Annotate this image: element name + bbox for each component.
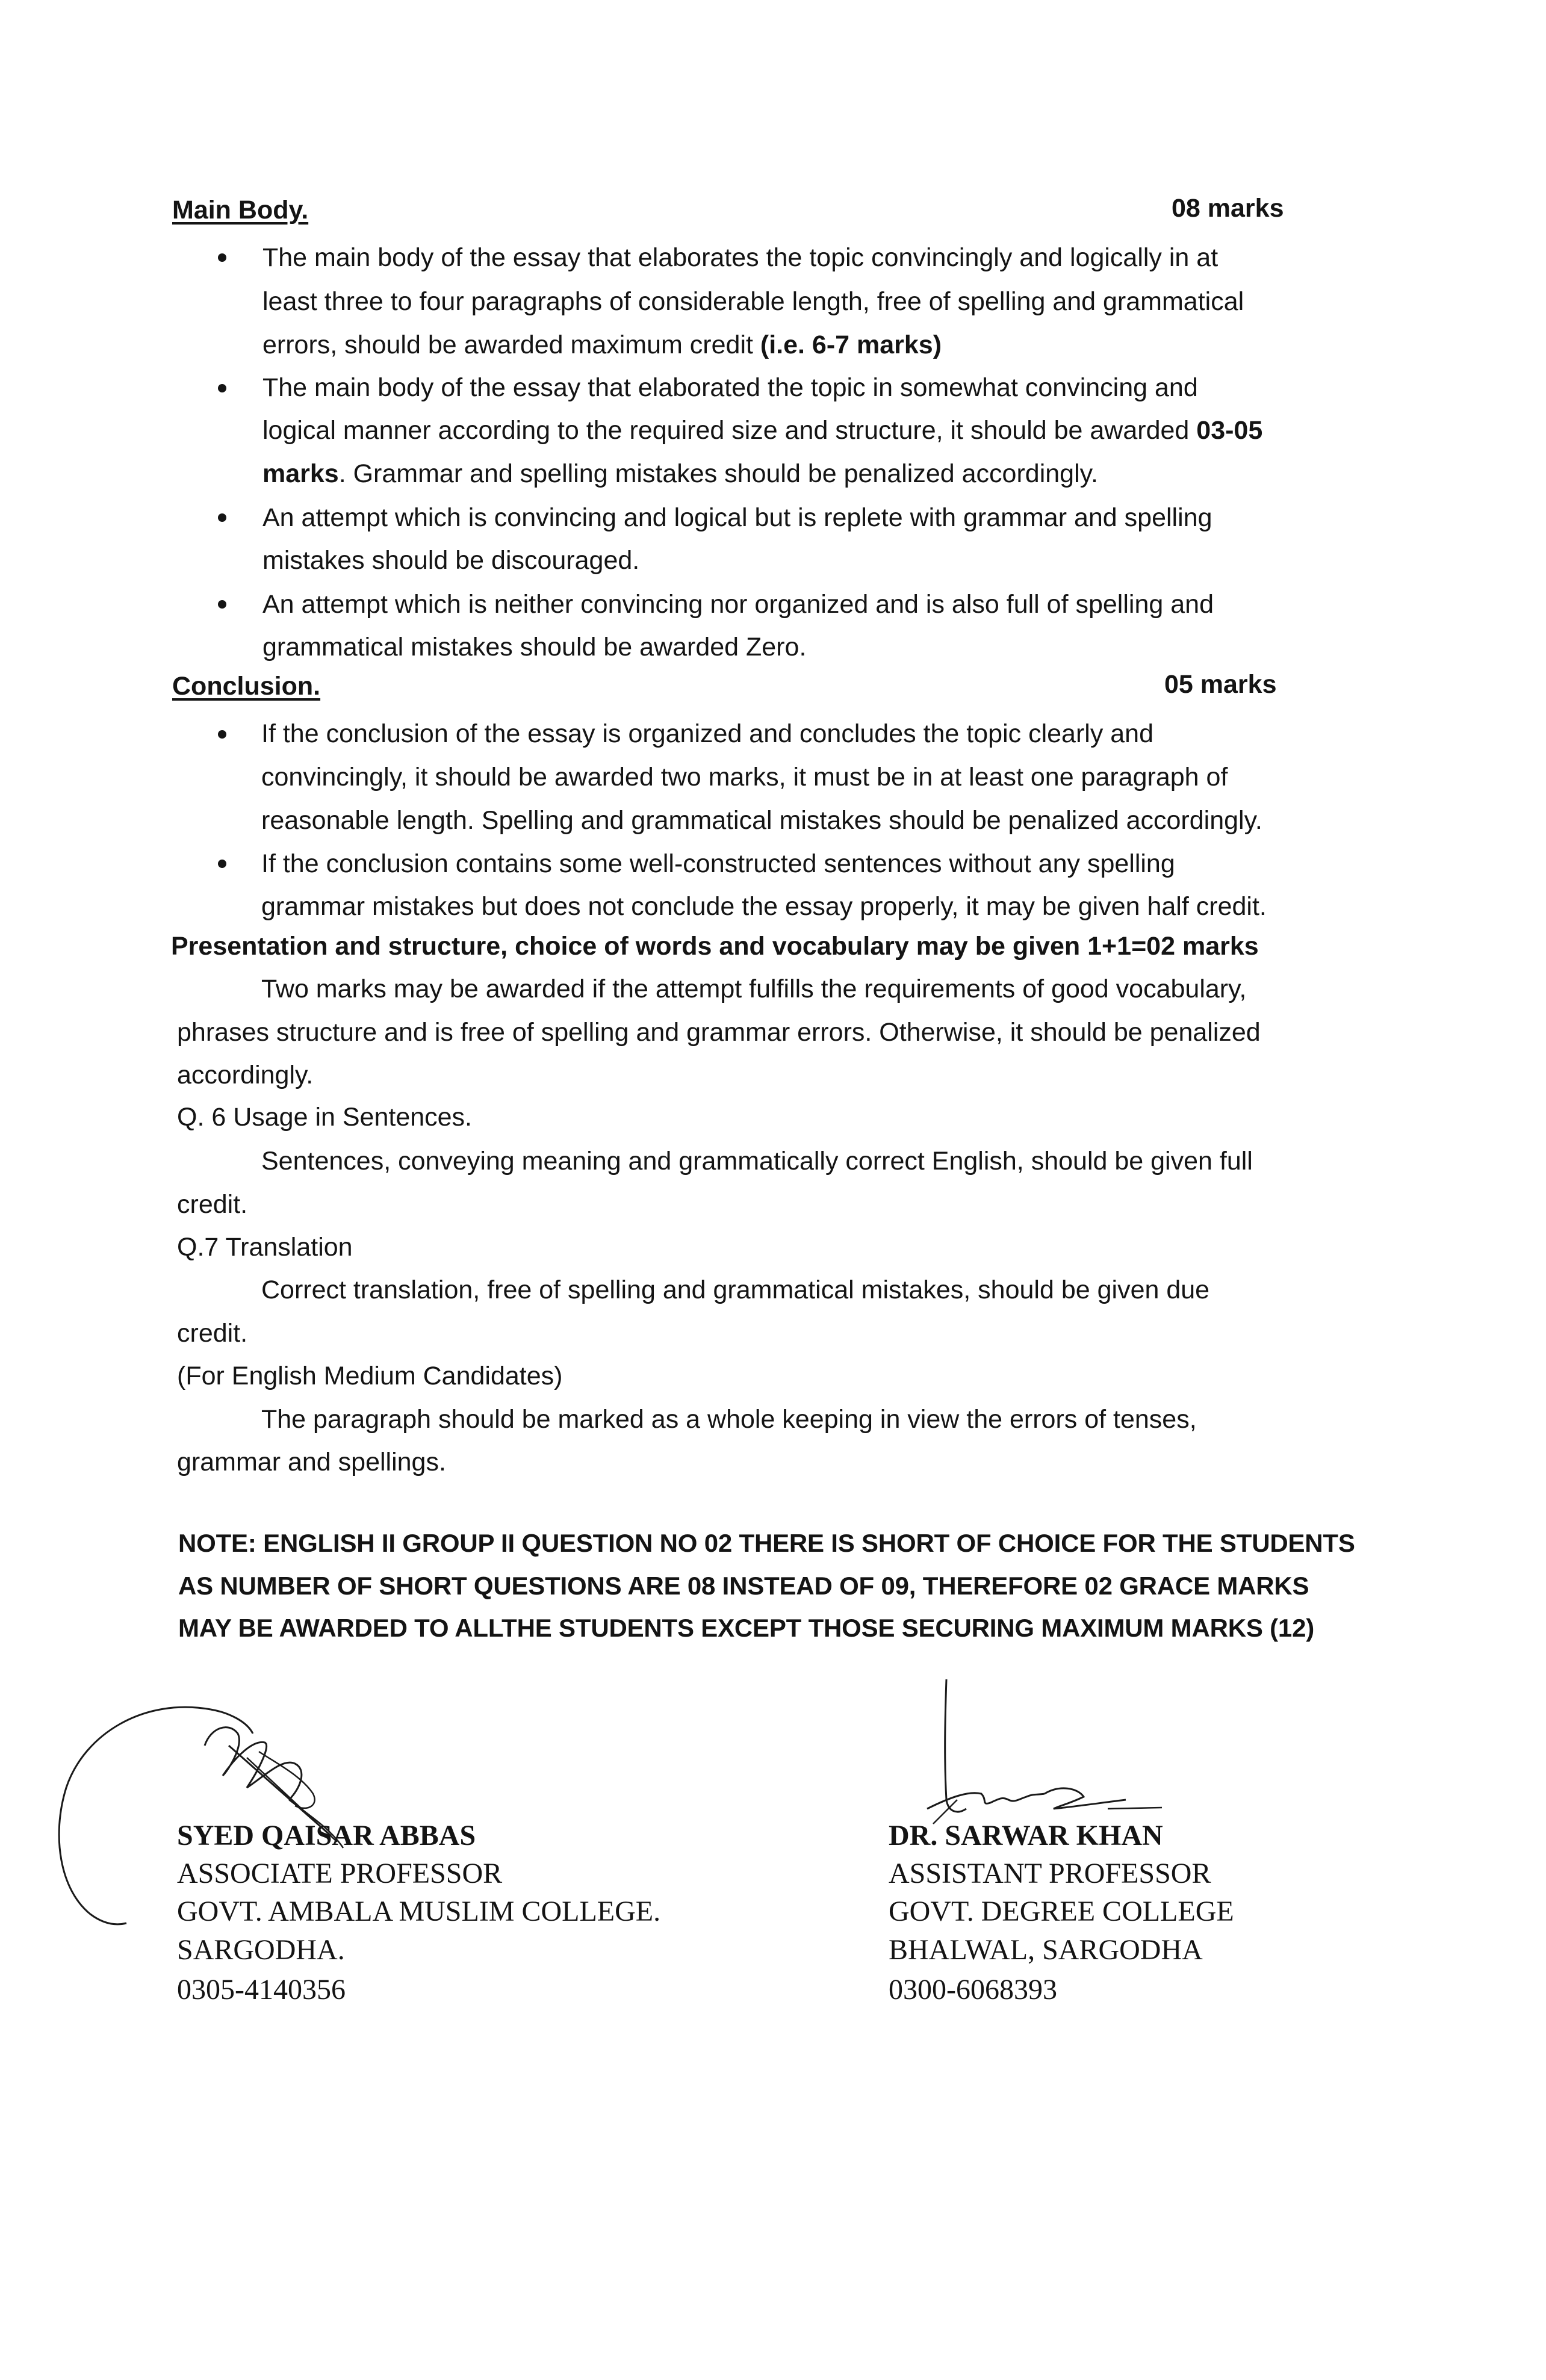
conclusion-bullet-1-line-1: If the conclusion of the essay is organized and concludes the topic clearly and [261,719,1154,748]
q7-line-1: Correct translation, free of spelling and grammatical mistakes, should be given due [261,1275,1210,1304]
main-body-bullet-4-line-1: An attempt which is neither convincing nor organized and is also full of spelling and [262,590,1214,619]
conclusion-bullet-1-line-2: convincingly, it should be awarded two marks, it must be in at least one paragraph of [261,763,1228,792]
bullet-dot [218,513,226,522]
signature-right-handwritten [879,1679,1192,1836]
note-line-3: MAY BE AWARDED TO ALLTHE STUDENTS EXCEPT THOSE SECURING MAXIMUM MARKS (12) [178,1614,1315,1642]
signatory-left-title: ASSOCIATE PROFESSOR [177,1858,503,1889]
main-body-bullet-1-line-3: errors, should be awarded maximum credit (i.e. 6-7 marks) [262,330,942,359]
presentation-line-2: phrases structure and is free of spelling and grammar errors. Otherwise, it should be penalized [177,1018,1261,1047]
signatory-left-institution: GOVT. AMBALA MUSLIM COLLEGE. [177,1895,661,1927]
main-body-bullet-2-line-1: The main body of the essay that elaborated the topic in somewhat convincing and [262,373,1198,402]
signatory-right-city: BHALWAL, SARGODHA [889,1934,1203,1966]
conclusion-bullet-2-line-2: grammar mistakes but does not conclude the essay properly, it may be given half credit. [261,892,1267,921]
english-medium-title: (For English Medium Candidates) [177,1362,563,1390]
main-body-bullet-2-line-3: marks. Grammar and spelling mistakes should be penalized accordingly. [262,459,1098,488]
presentation-heading: Presentation and structure, choice of words and vocabulary may be given 1+1=02 marks [171,932,1259,961]
note-line-1: NOTE: ENGLISH II GROUP II QUESTION NO 02 THERE IS SHORT OF CHOICE FOR THE STUDENTS [178,1529,1355,1557]
q6-title: Q. 6 Usage in Sentences. [177,1103,473,1132]
signatory-left-phone: 0305-4140356 [177,1974,346,2006]
main-body-bullet-4-line-2: grammatical mistakes should be awarded Zero. [262,633,807,662]
main-body-marks: 08 marks [1172,194,1284,223]
bullet-dot [218,730,226,739]
main-body-bullet-2-line-2: logical manner according to the required size and structure, it should be awarded 03-05 [262,416,1263,445]
note-line-2: AS NUMBER OF SHORT QUESTIONS ARE 08 INSTEAD OF 09, THEREFORE 02 GRACE MARKS [178,1572,1309,1600]
signatory-left-name: SYED QAISAR ABBAS [177,1820,476,1852]
signatory-right-name: DR. SARWAR KHAN [889,1820,1163,1852]
presentation-line-3: accordingly. [177,1061,314,1089]
signatory-left-city: SARGODHA. [177,1934,345,1966]
main-body-bullet-3-line-1: An attempt which is convincing and logical but is replete with grammar and spelling [262,503,1212,532]
conclusion-marks: 05 marks [1164,670,1277,699]
q6-line-2: credit. [177,1190,248,1219]
english-medium-line-1: The paragraph should be marked as a whole keeping in view the errors of tenses, [261,1405,1197,1434]
main-body-bullet-1-line-1: The main body of the essay that elaborates the topic convincingly and logically in at [262,243,1218,272]
main-body-heading: Main Body. [172,196,309,225]
bullet-dot [218,253,226,262]
bullet-dot [218,600,226,609]
signatory-right-institution: GOVT. DEGREE COLLEGE [889,1895,1234,1927]
conclusion-heading: Conclusion. [172,672,321,701]
signatory-right-title: ASSISTANT PROFESSOR [889,1858,1211,1889]
main-body-bullet-1-line-2: least three to four paragraphs of considerable length, free of spelling and grammatical [262,287,1244,316]
signatory-right-phone: 0300-6068393 [889,1974,1057,2006]
conclusion-bullet-1-line-3: reasonable length. Spelling and grammatical mistakes should be penalized accordingly. [261,806,1262,835]
q6-line-1: Sentences, conveying meaning and grammatically correct English, should be given full [261,1147,1253,1176]
english-medium-line-2: grammar and spellings. [177,1448,446,1477]
main-body-bullet-3-line-2: mistakes should be discouraged. [262,546,640,575]
bullet-dot [218,860,226,868]
q7-line-2: credit. [177,1319,248,1348]
presentation-line-1: Two marks may be awarded if the attempt fulfills the requirements of good vocabulary, [261,975,1247,1003]
q7-title: Q.7 Translation [177,1233,353,1262]
conclusion-bullet-2-line-1: If the conclusion contains some well-constructed sentences without any spelling [261,849,1175,878]
bullet-dot [218,384,226,392]
